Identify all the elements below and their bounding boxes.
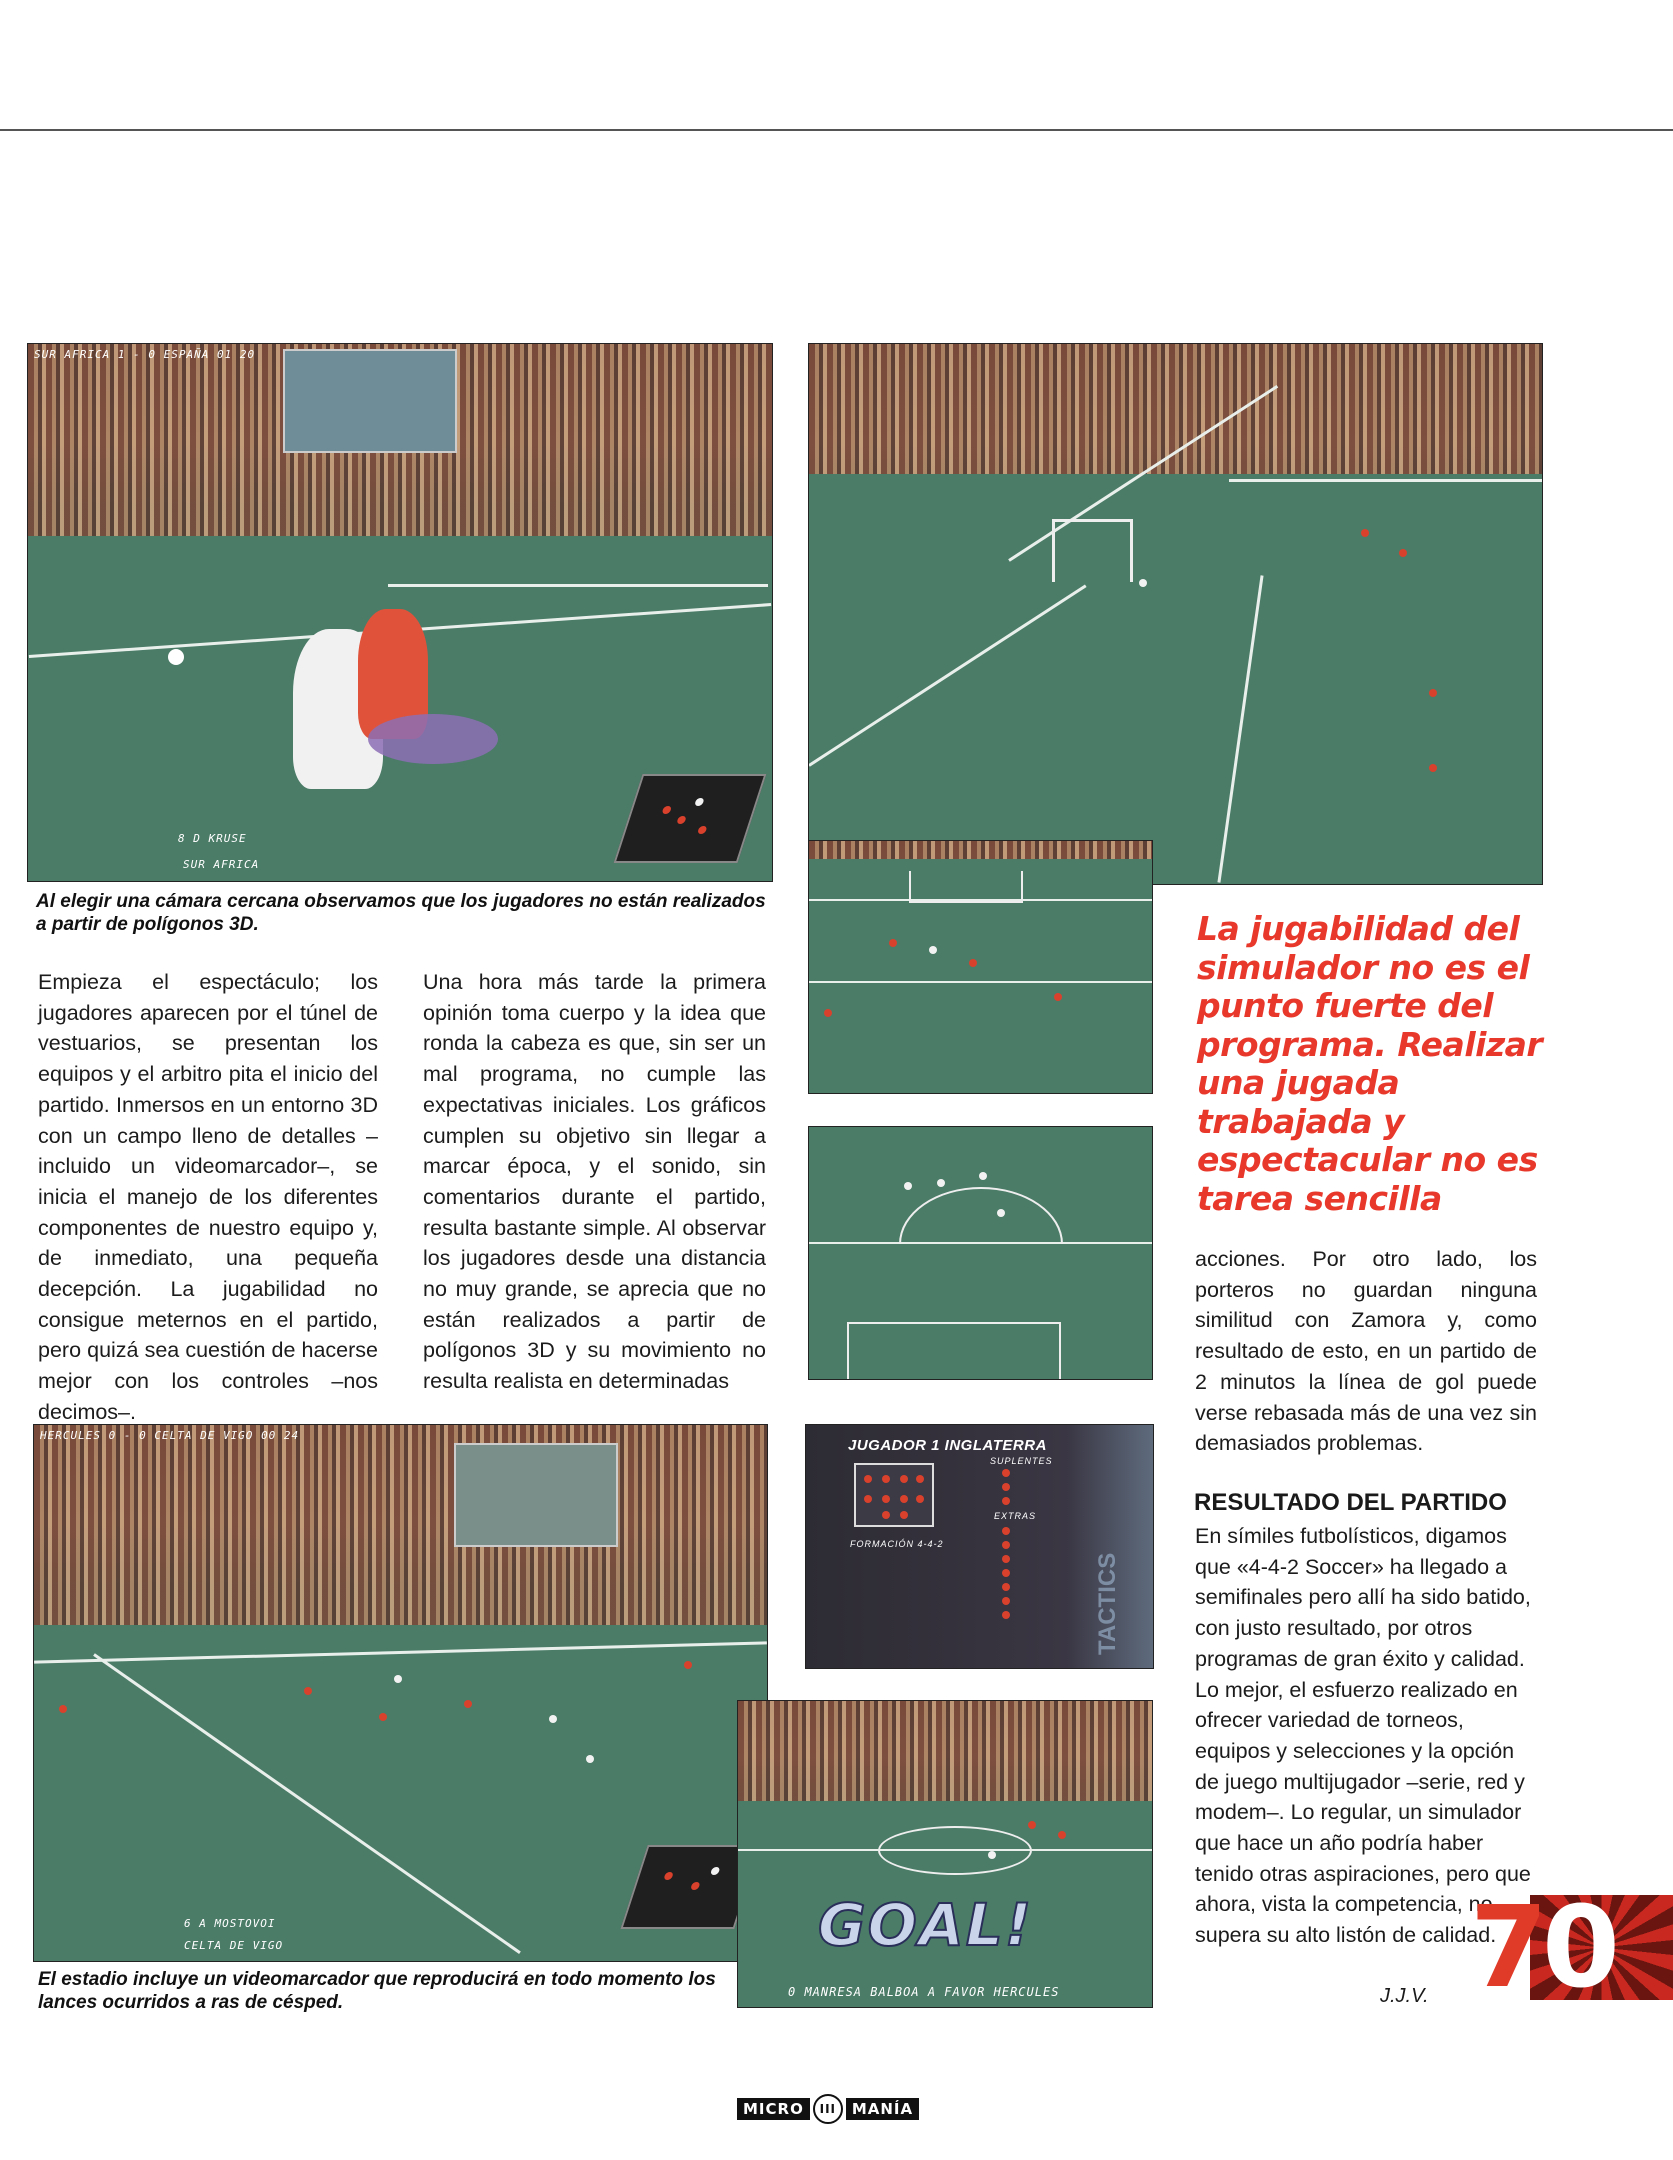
screenshot-small-penalty bbox=[808, 840, 1153, 1094]
logo-mania: MANÍA bbox=[846, 2098, 919, 2120]
replay-screen bbox=[283, 349, 457, 453]
screenshot-goal-celebration bbox=[737, 1700, 1153, 2008]
team-name-overlay: SUR AFRICA bbox=[183, 858, 260, 871]
goal-ticker: 0 MANRESA BALBOA A FAVOR HERCULES bbox=[788, 1985, 1060, 1999]
ball bbox=[168, 649, 184, 665]
column-right-bottom: En símiles futbolísticos, digamos que «4-4-2 Soccer» ha llegado a semifinales pero allí ha sido batido, con justo resultado, por otros programas de gran éxito y calidad. Lo mejor, el esfuerzo realizado en ofrecer variedad de torneos, equipos y selecciones y la opción de juego multijugador –serie, red y modem–. Lo regular, un simulador que hace un año podría haber tenido otras aspiraciones, pero que ahora, vista la competencia, no supera su alto listón de calidad. bbox=[1195, 1524, 1531, 1948]
magazine-logo bbox=[737, 2098, 919, 2120]
videoboard bbox=[454, 1443, 618, 1547]
tactics-substitutes-label: SUPLENTES bbox=[990, 1456, 1053, 1466]
tactics-formation-label: FORMACIÓN 4-4-2 bbox=[850, 1539, 944, 1549]
column-left: Empieza el espectáculo; los jugadores aparecen por el túnel de vestuarios, se presentan los equipos y el arbitro pita el inicio del partido. Inmersos en un entorno 3D con un campo lleno de detalles –incluido un videomarcador–, se inicia el manejo de los diferentes componentes de nuestro equipo y, de inmediato, una pequeña decepción. La jugabilidad no consigue meternos en el partido, pero quizá sea cuestión de hacerse mejor con los controles –nos decimos–. bbox=[38, 970, 378, 1424]
goal-banner: GOAL! bbox=[818, 1891, 1034, 1959]
score-overlay-2: HERCULES 0 - 0 CELTA DE VIGO 00 24 bbox=[40, 1429, 300, 1442]
author-signature: J.J.V. bbox=[1380, 1985, 1429, 2007]
screenshot-close-camera bbox=[27, 343, 773, 882]
tactics-extras-label: EXTRAS bbox=[994, 1511, 1037, 1521]
screenshot-tactics bbox=[805, 1424, 1154, 1669]
tactics-title: JUGADOR 1 INGLATERRA bbox=[848, 1437, 1047, 1454]
screenshot-goal-view bbox=[808, 343, 1543, 885]
logo-emblem: III bbox=[813, 2094, 843, 2124]
player-name-overlay: 8 D KRUSE bbox=[178, 832, 247, 845]
caption-top: Al elegir una cámara cercana observamos que los jugadores no están realizados a partir de polígonos 3D. bbox=[36, 891, 766, 935]
team-name-overlay-2: CELTA DE VIGO bbox=[184, 1939, 284, 1952]
goal-frame bbox=[1052, 519, 1133, 582]
screenshot-stadium-videoboard bbox=[33, 1424, 768, 1962]
caption-bottom: El estadio incluye un videomarcador que reproducirá en todo momento los lances ocurridos a ras de césped. bbox=[38, 1969, 716, 2013]
tactics-side-label: TACTICS bbox=[1094, 1552, 1121, 1655]
section-heading: RESULTADO DEL PARTIDO bbox=[1194, 1489, 1507, 1516]
page-number: 70 bbox=[1470, 1895, 1673, 2000]
column-middle: Una hora más tarde la primera opinión toma cuerpo y la idea que ronda la cabeza es que, sin ser un mal programa, no cumple las expectativas iniciales. Los gráficos cumplen su objetivo sin llegar a marcar época, y el sonido, sin comentarios durante el partido, resulta bastante simple. Al observar los jugadores desde una distancia no muy grande, se aprecia que no están realizados a partir de polígonos 3D y su movimiento no resulta realista en determinadas bbox=[423, 970, 766, 1394]
player-name-overlay-2: 6 A MOSTOVOI bbox=[184, 1917, 276, 1930]
screenshot-small-midfield bbox=[808, 1126, 1153, 1380]
top-rule bbox=[0, 129, 1673, 131]
column-right-top: acciones. Por otro lado, los porteros no guardan ninguna similitud con Zamora y, como resultado de esto, en un partido de 2 minutos la línea de gol puede verse rebasada más de una vez sin demasiados problemas. bbox=[1195, 1247, 1537, 1456]
pull-quote: La jugabilidad del simulador no es el punto fuerte del programa. Realizar una jugada trabajada y espectacular no es tarea sencilla bbox=[1197, 909, 1543, 1218]
score-overlay: SUR AFRICA 1 - 0 ESPAÑA 01 20 bbox=[34, 348, 256, 361]
logo-micro: MICRO bbox=[737, 2098, 810, 2120]
formation-grid bbox=[854, 1463, 934, 1527]
